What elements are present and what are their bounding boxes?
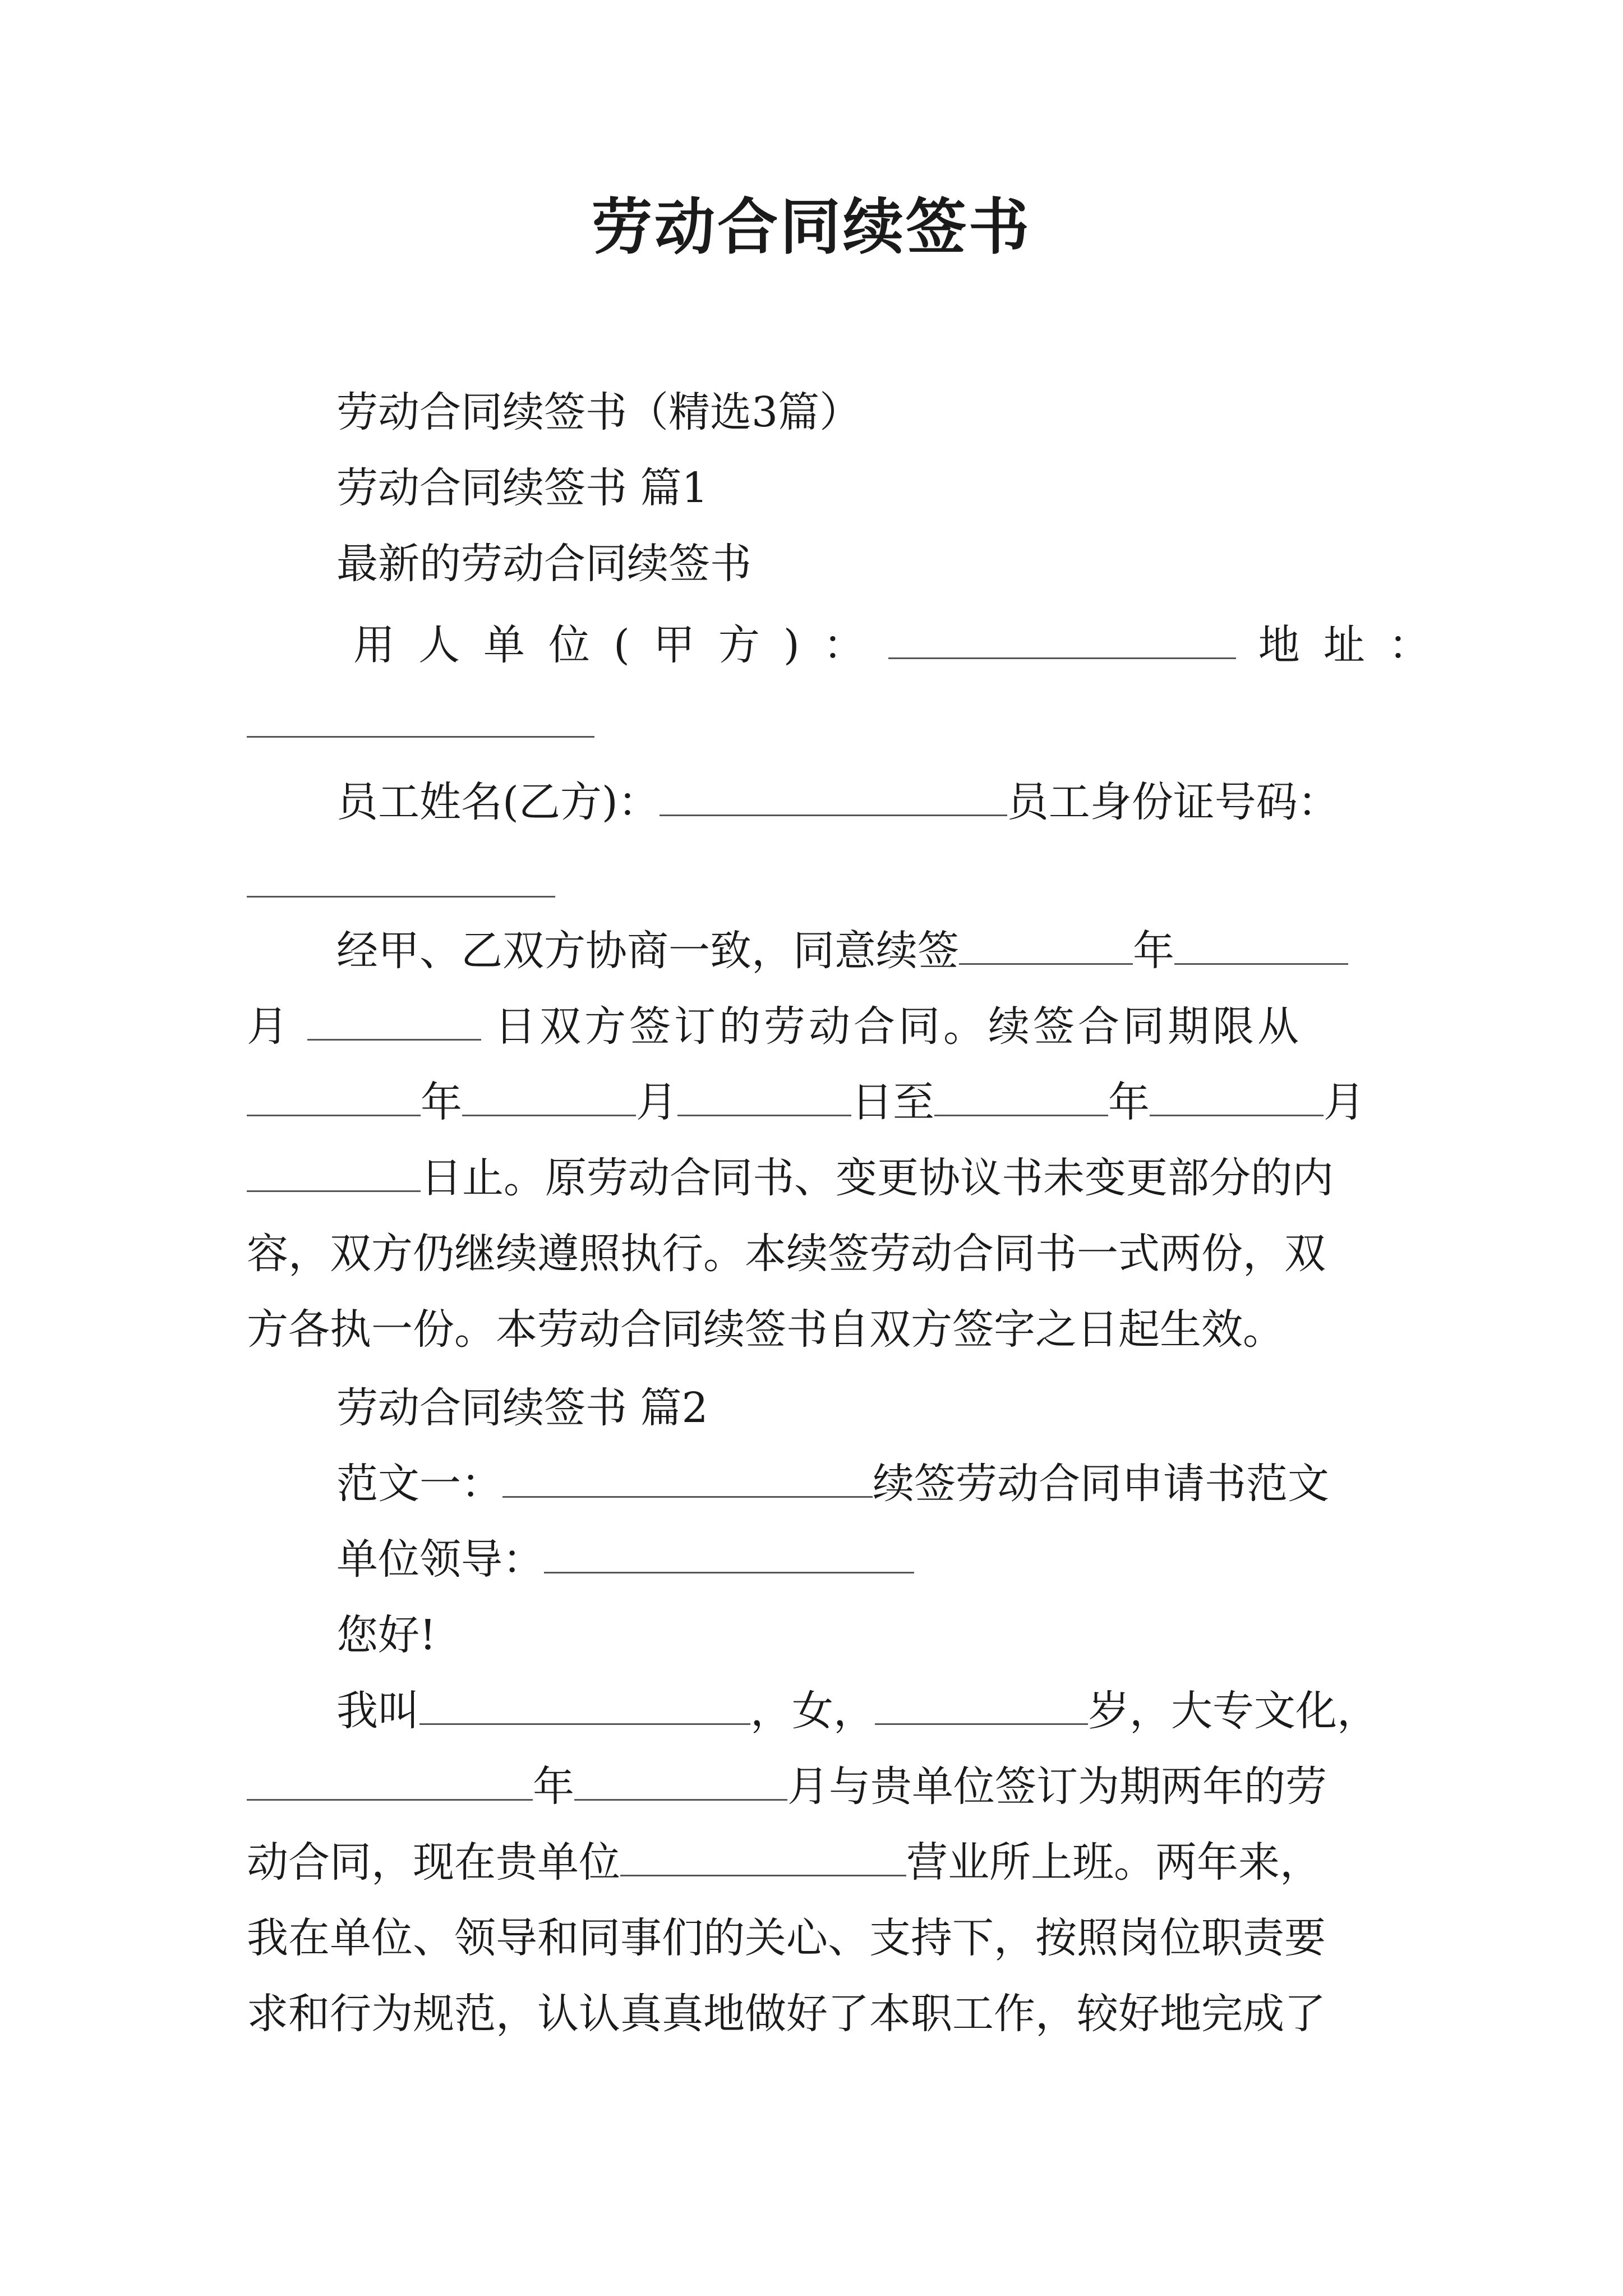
- leader-blank: [544, 1534, 914, 1573]
- employee-line: [336, 771, 1339, 833]
- intro-line-1: [336, 1680, 1378, 1742]
- age-blank: [875, 1686, 1088, 1725]
- latest-heading: 最新的劳动合同续签书: [336, 540, 751, 588]
- address-blank: [247, 698, 594, 738]
- para-line-3: [247, 1071, 1365, 1133]
- day-to-text: 日至: [851, 1078, 934, 1126]
- sample-label: 范文一：: [336, 1460, 502, 1508]
- intro-text-e: 动合同，现在贵单位: [247, 1838, 620, 1887]
- intro-text-d: 月与贵单位签订为期两年的劳: [787, 1763, 1327, 1811]
- year-text-3: 年: [1108, 1078, 1150, 1126]
- month-text-3: 月: [1324, 1078, 1365, 1126]
- subtitle-line: 劳动合同续签书（精选3篇）: [336, 388, 861, 436]
- employee-label: 员工姓名(乙方)：: [336, 778, 660, 826]
- leader-line: [336, 1529, 914, 1590]
- year-text-1: 年: [1133, 927, 1174, 975]
- leader-label: 单位领导：: [336, 1535, 544, 1584]
- employer-line: [353, 614, 1454, 676]
- sample-line: [336, 1453, 1329, 1515]
- id-blank: [247, 858, 555, 898]
- id-label: 员工身份证号码：: [1007, 778, 1339, 826]
- intro-line-3: [247, 1832, 1321, 1893]
- intro-line-4: 我在单位、领导和同事们的关心、支持下，按照岗位职责要: [247, 1914, 1326, 1962]
- intro-line-5: 求和行为规范，认认真真地做好了本职工作，较好地完成了: [247, 1990, 1326, 2038]
- sample-blank: [502, 1458, 873, 1498]
- address-label: 地址：: [1258, 621, 1454, 669]
- month-text-1: 月: [247, 1002, 292, 1051]
- sample-tail: 续签劳动合同申请书范文: [873, 1460, 1329, 1508]
- year-text-4: 年: [533, 1763, 574, 1811]
- day-blank-1: [307, 1001, 481, 1041]
- to-month-blank: [1150, 1077, 1324, 1116]
- from-year-blank: [247, 1077, 421, 1116]
- month-blank-1: [1174, 926, 1348, 965]
- para-line-4: [247, 1147, 1334, 1209]
- employee-blank: [660, 777, 1007, 816]
- para-line-2: [247, 996, 1302, 1057]
- part1-heading: 劳动合同续签书 篇1: [336, 464, 708, 512]
- intro-text-b: ，女，: [750, 1687, 875, 1735]
- para-line-1: [336, 920, 1348, 982]
- intro-line-2: [247, 1756, 1327, 1818]
- to-day-blank: [247, 1153, 421, 1192]
- employer-blank: [888, 620, 1236, 659]
- year-blank-1: [959, 926, 1133, 965]
- id-blank-line: [247, 853, 555, 914]
- month-text-2: 月: [636, 1078, 677, 1126]
- to-year-blank: [934, 1077, 1108, 1116]
- year-text-2: 年: [421, 1078, 462, 1126]
- document-title: 劳动合同续签书: [591, 192, 1031, 263]
- para-line-6: 方各执一份。本劳动合同续签书自双方签字之日起生效。: [247, 1305, 1284, 1354]
- branch-blank: [620, 1837, 906, 1876]
- intro-text-f: 营业所上班。两年来，: [906, 1838, 1321, 1887]
- from-month-blank: [462, 1077, 636, 1116]
- contract-month-blank: [574, 1761, 787, 1801]
- contract-year-blank: [247, 1761, 533, 1801]
- from-day-blank: [677, 1077, 851, 1116]
- day-end-text: 日止。原劳动合同书、变更协议书未变更部分的内: [421, 1154, 1334, 1202]
- day-tail-text: 日双方签订的劳动合同。续签合同期限从: [495, 1002, 1302, 1051]
- para-text-1: 经甲、乙双方协商一致，同意续签: [336, 927, 959, 975]
- address-blank-line: [247, 693, 594, 754]
- part2-heading: 劳动合同续签书 篇2: [336, 1384, 708, 1432]
- greeting: 您好!: [336, 1611, 436, 1659]
- intro-text-c: 岁，大专文化，: [1088, 1687, 1378, 1735]
- name-blank: [419, 1686, 750, 1725]
- para-line-5: 容，双方仍继续遵照执行。本续签劳动合同书一式两份，双: [247, 1230, 1326, 1278]
- employer-label: 用人单位(甲方)：: [353, 621, 888, 669]
- intro-text-a: 我叫: [336, 1687, 419, 1735]
